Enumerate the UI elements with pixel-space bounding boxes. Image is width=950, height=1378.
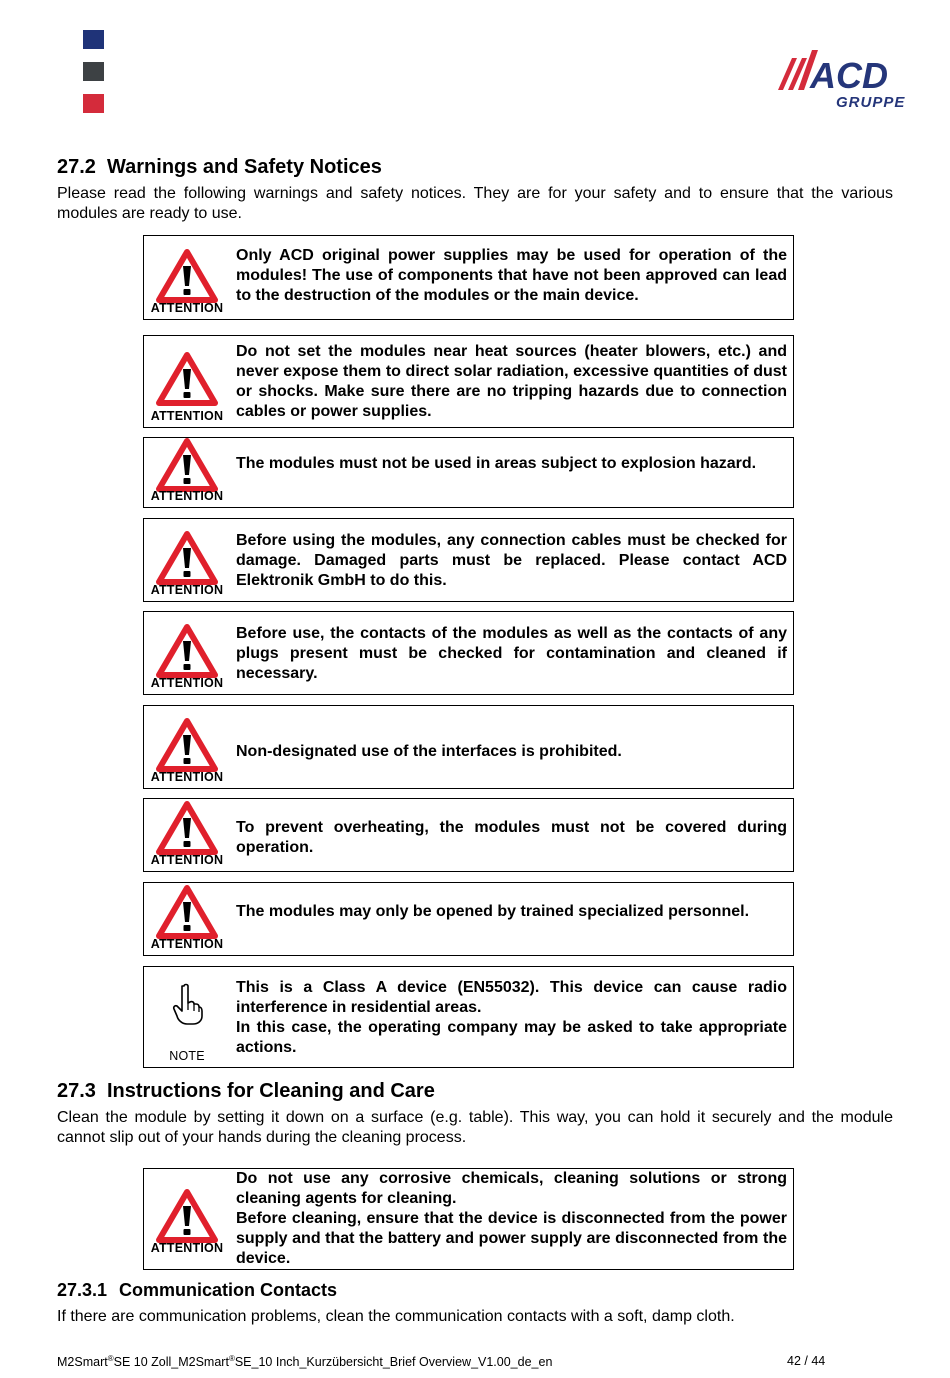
- warning-triangle-icon: [156, 531, 218, 585]
- warning-triangle-icon: [156, 885, 218, 939]
- header-square-blue: [83, 30, 104, 49]
- notice-text-line: In this case, the operating company may be asked to take appropriate actions.: [236, 1019, 787, 1056]
- section-number: 27.3.1: [57, 1280, 108, 1300]
- header-square-red: [83, 94, 104, 113]
- notice-icon-column: [144, 883, 230, 955]
- footer-document-name: [57, 1354, 552, 1369]
- notice-text: The modules may only be opened by trained specialized personnel.: [236, 903, 750, 920]
- notice-box: [143, 518, 794, 602]
- notice-text-line: This is a Class A device (EN55032). This device can cause radio interference in residential areas.: [236, 979, 787, 1016]
- notice-icon-column: [144, 612, 230, 694]
- notice-icon-column: [144, 438, 230, 507]
- warning-triangle-icon: [156, 438, 218, 492]
- notice-text-line: Before cleaning, ensure that the device is disconnected from the power supply and that the battery and power supply are disconnected from the device.: [236, 1210, 787, 1267]
- notice-label: ATTENTION: [150, 853, 224, 867]
- section-title: Instructions for Cleaning and Care: [107, 1080, 435, 1102]
- footer-doc-part: SE 10 Zoll_: [113, 1355, 179, 1370]
- notice-text: Before using the modules, any connection cables must be checked for damage. Damaged parts must be replaced. Please contact ACD Elektronik GmbH to do this.: [236, 532, 787, 589]
- section-27-3-intro: Clean the module by setting it down on a surface (e.g. table). This way, you can hold it securely and the module cannot slip out of your hands during the cleaning process.: [57, 1109, 893, 1146]
- notice-text: Do not set the modules near heat sources (heater blowers, etc.) and never expose them to direct solar radiation, excessive quantities of dust or shocks. Make sure there are no tripping hazards due to connection cables or power supplies.: [236, 343, 787, 420]
- notice-label: ATTENTION: [150, 583, 224, 597]
- notice-text-line: Do not use any corrosive chemicals, cleaning solutions or strong cleaning agents for cleaning.: [236, 1170, 787, 1207]
- notice-label: ATTENTION: [150, 301, 224, 315]
- notice-box: [143, 882, 794, 956]
- notice-label: ATTENTION: [150, 489, 224, 503]
- notice-text: Non-designated use of the interfaces is prohibited.: [236, 743, 622, 760]
- section-27-2-heading: [57, 156, 382, 179]
- notice-icon-column: [144, 1169, 230, 1269]
- notice-box: [143, 705, 794, 789]
- notice-text: [236, 978, 787, 1058]
- acd-logo-graphic: [766, 46, 920, 112]
- section-27-3-heading: [57, 1080, 435, 1103]
- notice-text: To prevent overheating, the modules must not be covered during operation.: [236, 819, 787, 856]
- notice-box: [143, 611, 794, 695]
- footer-product: M2Smart: [178, 1355, 229, 1370]
- logo-sub: GRUPPE: [836, 94, 906, 111]
- section-number: 27.2: [57, 156, 96, 178]
- warning-triangle-icon: [156, 1189, 218, 1243]
- logo-word: ACD: [810, 55, 888, 96]
- note-box: [143, 966, 794, 1068]
- notice-label: ATTENTION: [150, 676, 224, 690]
- notice-icon-column: [144, 336, 230, 427]
- notice-box: [143, 798, 794, 872]
- notice-icon-column: [144, 519, 230, 601]
- notice-box: [143, 1168, 794, 1270]
- notice-label: NOTE: [169, 1049, 205, 1063]
- notice-label: ATTENTION: [150, 937, 224, 951]
- notice-label: ATTENTION: [150, 1241, 224, 1255]
- notice-box: [143, 335, 794, 428]
- section-27-3-1-text: If there are communication problems, clean the communication contacts with a soft, damp cloth.: [57, 1308, 735, 1325]
- section-27-3-1-heading: [57, 1280, 337, 1301]
- notice-text: The modules must not be used in areas subject to explosion hazard.: [236, 455, 757, 472]
- notice-icon-column: [144, 799, 230, 871]
- notice-text: [236, 1169, 787, 1269]
- acd-gruppe-logo: [766, 46, 920, 112]
- footer-reg-mark: ®: [228, 1354, 235, 1363]
- section-number: 27.3: [57, 1080, 96, 1102]
- warning-triangle-icon: [156, 352, 218, 406]
- warning-triangle-icon: [156, 801, 218, 855]
- warning-triangle-icon: [156, 624, 218, 678]
- pointing-hand-icon: [170, 983, 204, 1027]
- notice-box: [143, 235, 794, 320]
- section-27-2-intro: Please read the following warnings and safety notices. They are for your safety and to ensure that the various modules are ready to use.: [57, 185, 893, 222]
- section-title: Warnings and Safety Notices: [107, 156, 382, 178]
- notice-label: ATTENTION: [150, 409, 224, 423]
- warning-triangle-icon: [156, 249, 218, 303]
- notice-box: [143, 437, 794, 508]
- footer-reg-mark: ®: [107, 1354, 114, 1363]
- footer-doc-part: SE_10 Inch_Kurzübersicht_Brief Overview_V1.00_de_en: [234, 1355, 553, 1370]
- notice-icon-column: [144, 236, 230, 319]
- warning-triangle-icon: [156, 718, 218, 772]
- notice-icon-column: [144, 706, 230, 788]
- section-title: Communication Contacts: [119, 1280, 338, 1300]
- footer-product: M2Smart: [57, 1355, 108, 1370]
- notice-icon-column: [144, 967, 230, 1067]
- notice-label: ATTENTION: [150, 770, 224, 784]
- notice-text: Only ACD original power supplies may be used for operation of the modules! The use of components that have not been approved can lead to the destruction of the modules or the main device.: [236, 247, 787, 304]
- header-square-gray: [83, 62, 104, 81]
- footer-page-number: 42 / 44: [787, 1354, 826, 1368]
- notice-text: Before use, the contacts of the modules as well as the contacts of any plugs present must be checked for contamination and cleaned if necessary.: [236, 625, 787, 682]
